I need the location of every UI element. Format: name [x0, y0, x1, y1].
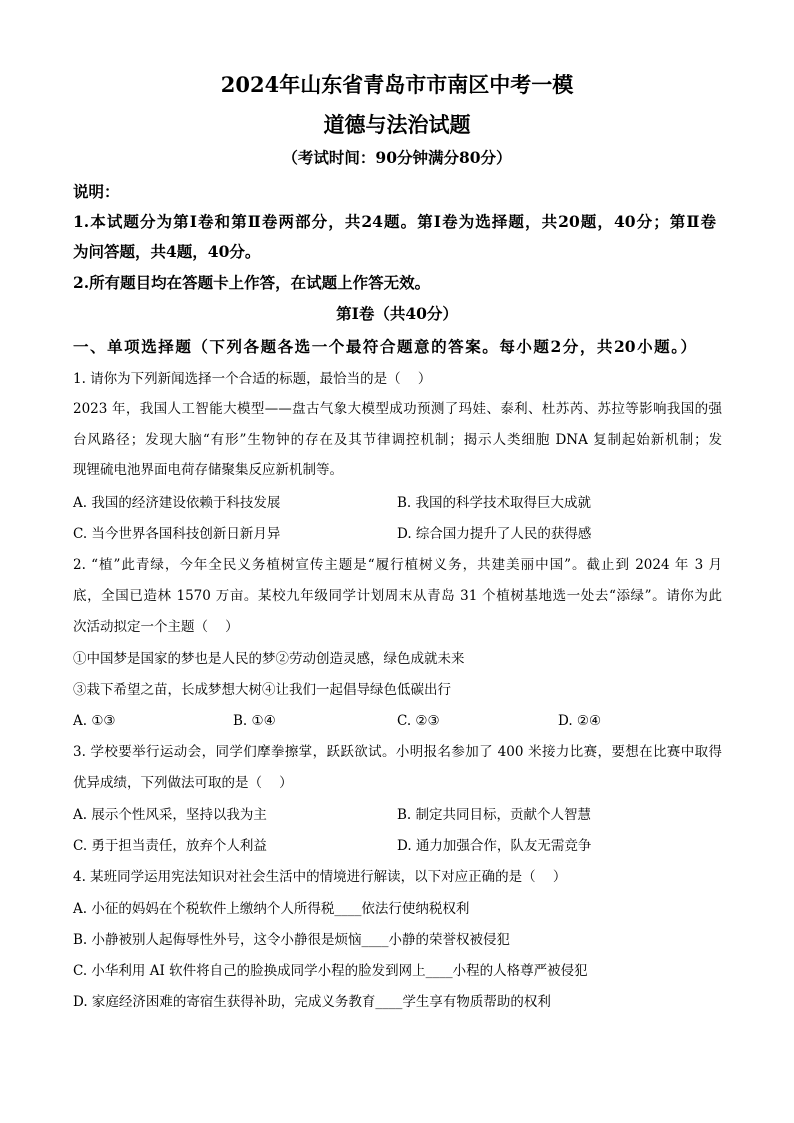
question-1-material-line: 2023 年，我国人工智能大模型——盘古气象大模型成功预测了玛娃、泰利、杜苏芮、苏拉等影响我国的强 [73, 401, 722, 417]
question-2-stem-line: 2. “植”此青绿，今年全民义务植树宣传主题是“履行植树义务，共建美丽中国”。截止到 2024 年 3 月 [73, 557, 722, 573]
question-2-option-b: B. ①④ [233, 713, 276, 729]
part-one-title: 第Ⅰ卷（共40分） [336, 304, 458, 323]
question-4-stem: 4. 某班同学运用宪法知识对社会生活中的情境进行解读，以下对应正确的是（ ） [73, 869, 567, 885]
instructions-line: 为问答题，共4题，40分。 [73, 242, 261, 261]
question-2-option-a: A. ①③ [73, 713, 116, 729]
question-2-stem-line: 底，全国已造林 1570 万亩。某校九年级同学计划周末从青岛 31 个植树基地选一处去“添绿”。请你为此 [73, 588, 722, 604]
document-title: 2024年山东省青岛市市南区中考一模 [220, 72, 574, 97]
question-3-option-c: C. 勇于担当责任，放弃个人利益 [73, 838, 267, 854]
question-1-option-a: A. 我国的经济建设依赖于科技发展 [73, 495, 281, 511]
question-1-material-line: 台风路径；发现大脑“有形”生物钟的存在及其节律调控机制；揭示人类细胞 DNA 复制起始新机制；发 [73, 432, 722, 448]
question-1-stem: 1. 请你为下列新闻选择一个合适的标题，最恰当的是（ ） [73, 371, 432, 387]
question-3-option-d: D. 通力加强合作，队友无需竞争 [397, 838, 592, 854]
exam-info: （考试时间：90分钟满分80分） [282, 148, 512, 167]
instructions-line: 1.本试题分为第Ⅰ卷和第Ⅱ卷两部分，共24题。第Ⅰ卷为选择题，共20题，40分；第Ⅱ卷 [73, 212, 716, 231]
question-4-option-a: A. 小征的妈妈在个税软件上缴纳个人所得税____依法行使纳税权利 [73, 901, 470, 917]
question-2-statement-line: ①中国梦是国家的梦也是人民的梦②劳动创造灵感，绿色成就未来 [73, 651, 465, 667]
question-1-option-c: C. 当今世界各国科技创新日新月异 [73, 526, 281, 542]
question-1-material-line: 现锂硫电池界面电荷存储聚集反应新机制等。 [73, 462, 343, 478]
document-subject: 道德与法治试题 [323, 112, 471, 137]
instructions-line: 2.所有题目均在答题卡上作答，在试题上作答无效。 [73, 273, 431, 292]
question-4-option-b: B. 小静被别人起侮辱性外号，这令小静很是烦恼____小静的荣誉权被侵犯 [73, 932, 511, 948]
question-3-stem-line: 3. 学校要举行运动会，同学们摩拳擦掌，跃跃欲试。小明报名参加了 400 米接力比赛，要想在比赛中取得 [73, 744, 722, 760]
question-3-option-b: B. 制定共同目标，贡献个人智慧 [397, 807, 592, 823]
section-one-title: 一、单项选择题（下列各题各选一个最符合题意的答案。每小题2分，共20小题。） [73, 337, 696, 356]
question-3-option-a: A. 展示个性风采，坚持以我为主 [73, 807, 267, 823]
question-4-option-d: D. 家庭经济困难的寄宿生获得补助，完成义务教育____学生享有物质帮助的权利 [73, 994, 551, 1010]
question-2-stem-line: 次活动拟定一个主题（ ） [73, 619, 239, 635]
question-2-statement-line: ③栽下希望之苗，长成梦想大树④让我们一起倡导绿色低碳出行 [73, 682, 451, 698]
question-2-option-c: C. ②③ [397, 713, 440, 729]
question-1-option-d: D. 综合国力提升了人民的获得感 [397, 526, 592, 542]
question-1-option-b: B. 我国的科学技术取得巨大成就 [397, 495, 592, 511]
question-4-option-c: C. 小华利用 AI 软件将自己的脸换成同学小程的脸发到网上____小程的人格尊严被侵犯 [73, 963, 588, 979]
question-2-option-d: D. ②④ [558, 713, 602, 729]
question-3-stem-line: 优异成绩，下列做法可取的是（ ） [73, 775, 293, 791]
instructions-label: 说明： [73, 182, 120, 201]
